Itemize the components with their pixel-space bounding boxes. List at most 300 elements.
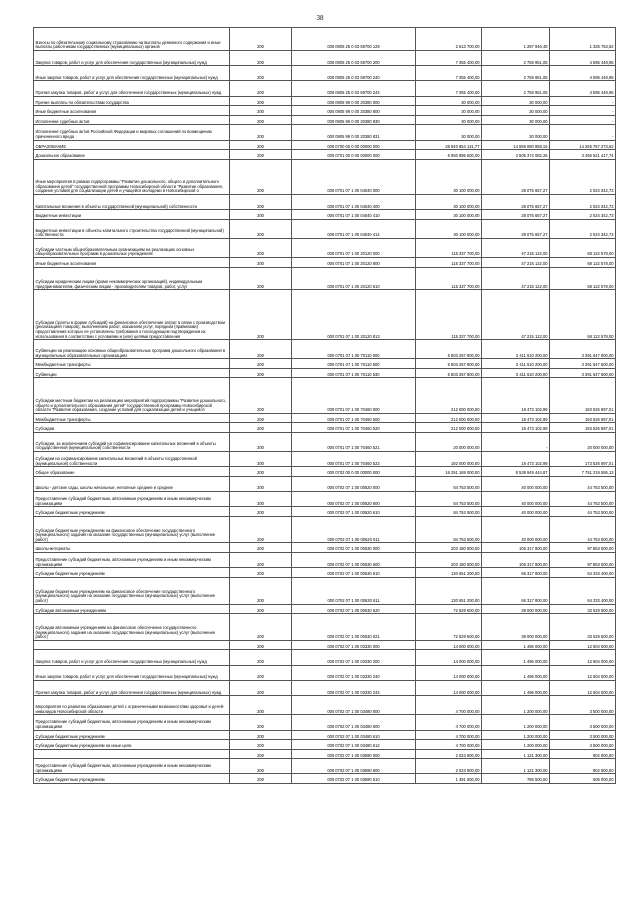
row-approved-amount: 14 000 000,00 bbox=[416, 640, 482, 650]
row-approved-amount: 14 000 000,00 bbox=[416, 665, 482, 680]
row-unexecuted-amount: 97 863 000,00 bbox=[550, 543, 616, 553]
row-unexecuted-amount: 2 024 342,73 bbox=[550, 195, 616, 210]
row-budget-code: 000 0702 07 1 00 03480 600 bbox=[292, 715, 416, 730]
row-executed-amount: 1 496 000,00 bbox=[482, 680, 550, 695]
row-line-code: 200 bbox=[230, 106, 292, 116]
row-executed-amount: 40 000 000,00 bbox=[482, 507, 550, 517]
row-unexecuted-amount: 3 500 000,00 bbox=[550, 696, 616, 715]
row-budget-code: 000 0702 07 1 00 00630 611 bbox=[292, 577, 416, 604]
row-executed-amount: 2 759 951,05 bbox=[482, 81, 550, 96]
row-unexecuted-amount: - bbox=[550, 106, 616, 116]
row-approved-amount: 4 700 000,00 bbox=[416, 730, 482, 740]
row-unexecuted-amount: 14 255 767 273,62 bbox=[550, 140, 616, 150]
row-line-code: 200 bbox=[230, 491, 292, 506]
row-line-code: 200 bbox=[230, 219, 292, 238]
row-executed-amount: 30 000,00 bbox=[482, 106, 550, 116]
row-approved-amount: 4 700 000,00 bbox=[416, 696, 482, 715]
row-unexecuted-amount: 193 526 897,01 bbox=[550, 378, 616, 413]
row-name: Бюджетные инвестиции bbox=[34, 210, 230, 220]
row-line-code: 200 bbox=[230, 774, 292, 784]
table-row bbox=[34, 507, 616, 517]
row-approved-amount: 192 000 000,00 bbox=[416, 451, 482, 466]
row-approved-amount: 7 355 400,00 bbox=[416, 66, 482, 81]
row-approved-amount: 14 000 000,00 bbox=[416, 680, 482, 695]
row-approved-amount: 115 337 700,00 bbox=[416, 290, 482, 340]
row-unexecuted-amount: 3 500 000,00 bbox=[550, 715, 616, 730]
row-budget-code: 000 0701 07 1 00 70110 000 bbox=[292, 340, 416, 359]
row-approved-amount: 6 803 257 800,00 bbox=[416, 368, 482, 378]
table-row bbox=[34, 50, 616, 65]
row-budget-code: 000 0702 07 1 00 00620 611 bbox=[292, 516, 416, 543]
row-approved-amount: 84 753 500,00 bbox=[416, 476, 482, 491]
row-budget-code: 000 0905 99 0 00 20380 831 bbox=[292, 125, 416, 140]
row-executed-amount: 66 317 800,00 bbox=[482, 568, 550, 578]
row-budget-code: 000 0905 99 0 00 20380 000 bbox=[292, 96, 416, 106]
row-line-code: 200 bbox=[230, 125, 292, 140]
row-name: Субсидии бюджетным учреждениям bbox=[34, 730, 230, 740]
row-executed-amount: 3 505 374 082,26 bbox=[482, 150, 550, 160]
table-row bbox=[34, 423, 616, 433]
row-executed-amount: 3 411 610 200,00 bbox=[482, 359, 550, 369]
row-unexecuted-amount: 68 122 578,00 bbox=[550, 238, 616, 257]
row-approved-amount: 2 023 900,00 bbox=[416, 749, 482, 759]
row-executed-amount: 47 215 122,00 bbox=[482, 258, 550, 268]
row-executed-amount: 30 000,00 bbox=[482, 115, 550, 125]
row-line-code: 200 bbox=[230, 238, 292, 257]
table-row bbox=[34, 749, 616, 759]
row-line-code: 200 bbox=[230, 50, 292, 65]
row-budget-code: 000 0905 25 0 03 59700 200 bbox=[292, 50, 416, 65]
row-executed-amount: 105 317 800,00 bbox=[482, 543, 550, 553]
row-executed-amount: 40 000 000,00 bbox=[482, 476, 550, 491]
row-budget-code: 000 0702 07 1 00 03480 000 bbox=[292, 696, 416, 715]
row-unexecuted-amount: 33 529 600,00 bbox=[550, 614, 616, 641]
row-approved-amount: 30 000,00 bbox=[416, 96, 482, 106]
table-row bbox=[34, 359, 616, 369]
row-budget-code: 000 0702 07 1 00 03590 000 bbox=[292, 749, 416, 759]
row-unexecuted-amount: 193 526 897,01 bbox=[550, 423, 616, 433]
row-line-code: 200 bbox=[230, 368, 292, 378]
row-approved-amount: 203 180 800,00 bbox=[416, 543, 482, 553]
row-line-code: 200 bbox=[230, 210, 292, 220]
table-row bbox=[34, 715, 616, 730]
table-row bbox=[34, 96, 616, 106]
row-unexecuted-amount: 4 595 448,95 bbox=[550, 66, 616, 81]
page-number: 38 bbox=[316, 14, 324, 22]
row-name: Субсидии на софинансирование капитальных вложений в объекты государственной (муниципальной) собственности bbox=[34, 451, 230, 466]
row-name: Субсидии юридическим лицам (кроме некоммерческих организаций), индивидуальным предпринимателям, физическим лицам - производителям товаров, работ, услуг bbox=[34, 267, 230, 290]
row-approved-amount: 30 000,00 bbox=[416, 106, 482, 116]
row-executed-amount: 28 075 657,27 bbox=[482, 210, 550, 220]
table-row bbox=[34, 451, 616, 466]
row-budget-code: 000 0702 07 1 00 00630 000 bbox=[292, 543, 416, 553]
table-row bbox=[34, 740, 616, 750]
row-executed-amount: 1 496 000,00 bbox=[482, 640, 550, 650]
row-name bbox=[34, 749, 230, 759]
table-row bbox=[34, 28, 616, 51]
row-unexecuted-amount: 68 122 578,00 bbox=[550, 267, 616, 290]
row-name: Субсидии бюджетным учреждениям bbox=[34, 507, 230, 517]
table-row bbox=[34, 159, 616, 194]
row-name: Иные бюджетные ассигнования bbox=[34, 258, 230, 268]
row-budget-code: 000 0905 99 0 00 20380 800 bbox=[292, 106, 416, 116]
row-line-code: 200 bbox=[230, 604, 292, 614]
row-line-code: 200 bbox=[230, 543, 292, 553]
row-approved-amount: 84 753 500,00 bbox=[416, 516, 482, 543]
row-approved-amount: 6 803 257 800,00 bbox=[416, 359, 482, 369]
row-executed-amount: 2 759 951,05 bbox=[482, 50, 550, 65]
row-line-code: 200 bbox=[230, 267, 292, 290]
row-executed-amount: 8 539 949 444,87 bbox=[482, 467, 550, 477]
row-executed-amount: 39 000 000,00 bbox=[482, 614, 550, 641]
row-unexecuted-amount: 4 595 448,95 bbox=[550, 50, 616, 65]
row-name: Субсидии автономным учреждениям bbox=[34, 604, 230, 614]
table-row bbox=[34, 368, 616, 378]
row-line-code: 200 bbox=[230, 378, 292, 413]
row-unexecuted-amount: - bbox=[550, 125, 616, 140]
row-unexecuted-amount: 902 600,00 bbox=[550, 759, 616, 774]
row-unexecuted-amount: 902 600,00 bbox=[550, 749, 616, 759]
row-approved-amount: 2 613 700,00 bbox=[416, 28, 482, 51]
row-budget-code: 000 0702 07 1 00 03480 610 bbox=[292, 730, 416, 740]
row-executed-amount: 30 000,00 bbox=[482, 96, 550, 106]
row-line-code: 200 bbox=[230, 140, 292, 150]
row-approved-amount: 72 529 600,00 bbox=[416, 614, 482, 641]
row-name: Иные бюджетные ассигнования bbox=[34, 106, 230, 116]
row-line-code: 200 bbox=[230, 359, 292, 369]
row-budget-code: 000 0702 07 1 00 00620 610 bbox=[292, 507, 416, 517]
table-row bbox=[34, 378, 616, 413]
row-line-code: 200 bbox=[230, 507, 292, 517]
row-executed-amount: 1 496 000,00 bbox=[482, 650, 550, 665]
row-executed-amount: 1 200 000,00 bbox=[482, 740, 550, 750]
row-budget-code: 000 0701 00 0 00 00000 000 bbox=[292, 150, 416, 160]
row-approved-amount: 6 803 257 800,00 bbox=[416, 340, 482, 359]
row-approved-amount: 1 391 500,00 bbox=[416, 774, 482, 784]
table-row bbox=[34, 467, 616, 477]
table-row bbox=[34, 210, 616, 220]
row-budget-code: 000 0702 07 1 00 00630 610 bbox=[292, 568, 416, 578]
row-name: Прочая закупка товаров, работ и услуг для обеспечения государственных (муниципальных) нужд bbox=[34, 680, 230, 695]
table-row bbox=[34, 543, 616, 553]
row-line-code: 200 bbox=[230, 614, 292, 641]
row-unexecuted-amount: 64 333 400,00 bbox=[550, 568, 616, 578]
row-unexecuted-amount: 12 504 000,00 bbox=[550, 640, 616, 650]
row-budget-code: 000 0702 07 1 00 03590 610 bbox=[292, 774, 416, 784]
row-line-code: 200 bbox=[230, 740, 292, 750]
row-approved-amount: 130 651 200,00 bbox=[416, 577, 482, 604]
row-unexecuted-amount: 64 333 400,00 bbox=[550, 577, 616, 604]
table-row bbox=[34, 290, 616, 340]
row-name: Исполнение судебных актов Российской Федерации и мировых соглашений по возмещению причиненного вреда bbox=[34, 125, 230, 140]
budget-table-body bbox=[34, 28, 616, 784]
table-row bbox=[34, 604, 616, 614]
row-line-code: 200 bbox=[230, 115, 292, 125]
budget-table bbox=[33, 27, 616, 784]
row-executed-amount: 3 411 610 200,00 bbox=[482, 368, 550, 378]
row-budget-code: 000 0702 07 1 00 00630 621 bbox=[292, 614, 416, 641]
row-name: Субвенции на реализацию основных общеобразовательных программ дошкольного образования в муниципальных образовательных организациях bbox=[34, 340, 230, 359]
row-name: Прочие выплаты по обязательствам государства bbox=[34, 96, 230, 106]
row-executed-amount: 1 496 000,00 bbox=[482, 665, 550, 680]
row-budget-code: 000 0702 07 1 00 03330 200 bbox=[292, 650, 416, 665]
row-line-code: 200 bbox=[230, 568, 292, 578]
row-executed-amount: 39 000 000,00 bbox=[482, 604, 550, 614]
row-budget-code: 000 0702 07 1 00 00620 000 bbox=[292, 476, 416, 491]
row-unexecuted-amount: 3 391 647 600,00 bbox=[550, 368, 616, 378]
row-budget-code: 000 0701 07 1 00 04040 400 bbox=[292, 195, 416, 210]
row-approved-amount: 30 100 000,00 bbox=[416, 195, 482, 210]
row-name: Закупка товаров, работ и услуг для обеспечения государственных (муниципальных) нужд bbox=[34, 50, 230, 65]
row-name: Взносы по обязательному социальному страхованию на выплаты денежного содержания и иные выплаты работникам государственных (муниципальных) органов bbox=[34, 28, 230, 51]
row-name: Мероприятия по развитию образования детей с ограниченными возможностями здоровья и детей-инвалидов Новосибирской области bbox=[34, 696, 230, 715]
row-line-code: 200 bbox=[230, 81, 292, 96]
row-name: Субсидии бюджетным учреждениям bbox=[34, 774, 230, 784]
row-name: Субсидии бюджетным учреждениям на финансовое обеспечение государственного (муниципального) задания на оказание государственных (муниципальных) услуг (выполнение работ) bbox=[34, 577, 230, 604]
row-executed-amount: 1 200 000,00 bbox=[482, 715, 550, 730]
row-name: Дошкольное образование bbox=[34, 150, 230, 160]
table-row bbox=[34, 150, 616, 160]
row-name: Субсидии бюджетным учреждениям на финансовое обеспечение государственного (муниципального) задания на оказание государственных (муниципальных) услуг (выполнение работ) bbox=[34, 516, 230, 543]
row-budget-code: 000 0702 00 0 00 00000 000 bbox=[292, 467, 416, 477]
row-line-code: 200 bbox=[230, 516, 292, 543]
row-unexecuted-amount: 173 526 897,01 bbox=[550, 451, 616, 466]
row-name: Предоставление субсидий бюджетным, автономным учреждениям и иным некоммерческим организациям bbox=[34, 715, 230, 730]
row-budget-code: 000 0702 07 1 00 00630 600 bbox=[292, 553, 416, 568]
row-name: Межбюджетные трансферты bbox=[34, 359, 230, 369]
row-budget-code: 000 0701 07 1 00 04040 414 bbox=[292, 219, 416, 238]
row-budget-code: 000 0905 25 0 03 59700 129 bbox=[292, 28, 416, 51]
row-approved-amount: 30 100 000,00 bbox=[416, 159, 482, 194]
row-executed-amount: 47 215 122,00 bbox=[482, 238, 550, 257]
table-row bbox=[34, 730, 616, 740]
row-line-code: 200 bbox=[230, 28, 292, 51]
row-unexecuted-amount: 12 504 000,00 bbox=[550, 665, 616, 680]
row-line-code: 200 bbox=[230, 467, 292, 477]
row-name: ОБРАЗОВАНИЕ bbox=[34, 140, 230, 150]
row-executed-amount: 66 317 800,00 bbox=[482, 577, 550, 604]
table-row bbox=[34, 553, 616, 568]
row-budget-code: 000 0701 07 1 00 70460 000 bbox=[292, 378, 416, 413]
table-row bbox=[34, 125, 616, 140]
row-budget-code: 000 0701 07 1 00 70460 520 bbox=[292, 423, 416, 433]
row-line-code: 200 bbox=[230, 553, 292, 568]
row-name: Субсидии местным бюджетам на реализацию мероприятий подпрограммы "Развитие дошкольного, общего и дополнительного образования детей" государственной программы Новосибирской области "Развитие образования, создание условий для социализации детей и учащейся bbox=[34, 378, 230, 413]
row-approved-amount: 30 100 000,00 bbox=[416, 219, 482, 238]
row-executed-amount: 47 215 122,00 bbox=[482, 267, 550, 290]
row-approved-amount: 4 700 000,00 bbox=[416, 740, 482, 750]
row-unexecuted-amount: 3 391 647 600,00 bbox=[550, 340, 616, 359]
row-unexecuted-amount: 97 863 000,00 bbox=[550, 553, 616, 568]
row-approved-amount: 115 337 700,00 bbox=[416, 238, 482, 257]
row-executed-amount: 28 075 657,27 bbox=[482, 195, 550, 210]
row-approved-amount: 28 840 854 131,77 bbox=[416, 140, 482, 150]
row-executed-amount: 40 000 000,00 bbox=[482, 491, 550, 506]
row-name: Иные закупки товаров, работ и услуг для обеспечения государственных (муниципальных) нужд bbox=[34, 66, 230, 81]
table-row bbox=[34, 219, 616, 238]
row-executed-amount: 18 473 102,99 bbox=[482, 413, 550, 423]
table-row bbox=[34, 774, 616, 784]
row-unexecuted-amount: 4 595 448,95 bbox=[550, 81, 616, 96]
row-line-code: 200 bbox=[230, 96, 292, 106]
row-executed-amount: 47 215 122,00 bbox=[482, 290, 550, 340]
row-executed-amount: 1 287 946,48 bbox=[482, 28, 550, 51]
row-line-code: 200 bbox=[230, 680, 292, 695]
row-budget-code: 000 0702 07 1 00 03330 244 bbox=[292, 680, 416, 695]
table-row bbox=[34, 115, 616, 125]
table-row bbox=[34, 432, 616, 451]
row-unexecuted-amount: 2 024 342,73 bbox=[550, 219, 616, 238]
table-row bbox=[34, 640, 616, 650]
row-approved-amount: 2 023 900,00 bbox=[416, 759, 482, 774]
row-approved-amount: 14 000 000,00 bbox=[416, 650, 482, 665]
row-budget-code: 000 0701 07 1 00 70460 500 bbox=[292, 413, 416, 423]
row-approved-amount: 30 100 000,00 bbox=[416, 210, 482, 220]
table-row bbox=[34, 140, 616, 150]
table-row bbox=[34, 759, 616, 774]
row-budget-code: 000 0905 25 0 03 59700 244 bbox=[292, 81, 416, 96]
row-line-code: 200 bbox=[230, 476, 292, 491]
row-budget-code: 000 0702 07 1 00 03590 600 bbox=[292, 759, 416, 774]
row-line-code: 200 bbox=[230, 665, 292, 680]
row-executed-amount: 18 473 102,99 bbox=[482, 378, 550, 413]
row-line-code: 200 bbox=[230, 730, 292, 740]
table-row bbox=[34, 66, 616, 81]
row-budget-code: 000 0702 07 1 00 03480 612 bbox=[292, 740, 416, 750]
row-unexecuted-amount: 3 500 000,00 bbox=[550, 740, 616, 750]
row-budget-code: 000 0701 07 1 00 70460 522 bbox=[292, 451, 416, 466]
row-unexecuted-amount: 44 753 500,00 bbox=[550, 507, 616, 517]
row-name bbox=[34, 640, 230, 650]
row-unexecuted-amount: 2 024 342,73 bbox=[550, 210, 616, 220]
table-row bbox=[34, 491, 616, 506]
row-executed-amount: 30 000,00 bbox=[482, 125, 550, 140]
row-budget-code: 000 0701 07 1 00 70460 521 bbox=[292, 432, 416, 451]
row-line-code: 200 bbox=[230, 650, 292, 665]
row-line-code: 200 bbox=[230, 66, 292, 81]
row-budget-code: 000 0702 07 1 00 03330 000 bbox=[292, 640, 416, 650]
row-budget-code: 000 0905 99 0 00 20380 830 bbox=[292, 115, 416, 125]
row-budget-code: 000 0702 07 1 00 00620 600 bbox=[292, 491, 416, 506]
row-line-code: 200 bbox=[230, 451, 292, 466]
row-executed-amount: 18 473 102,99 bbox=[482, 451, 550, 466]
row-budget-code: 000 0702 07 1 00 03330 240 bbox=[292, 665, 416, 680]
row-unexecuted-amount: 3 391 647 600,00 bbox=[550, 359, 616, 369]
table-row bbox=[34, 516, 616, 543]
table-row bbox=[34, 413, 616, 423]
table-row bbox=[34, 577, 616, 604]
table-row bbox=[34, 568, 616, 578]
row-approved-amount: 115 337 700,00 bbox=[416, 267, 482, 290]
row-approved-amount: 72 529 600,00 bbox=[416, 604, 482, 614]
row-approved-amount: 7 355 400,00 bbox=[416, 81, 482, 96]
row-name: Субсидии автономным учреждениям на финансовое обеспечение государственного (муниципального) задания на оказание государственных (муниципальных) услуг (выполнение работ) bbox=[34, 614, 230, 641]
row-name: Предоставление субсидий бюджетным, автономным учреждениям и иным некоммерческим организациям bbox=[34, 553, 230, 568]
row-executed-amount: 1 200 000,00 bbox=[482, 730, 550, 740]
row-unexecuted-amount: 68 122 578,00 bbox=[550, 258, 616, 268]
row-line-code: 200 bbox=[230, 696, 292, 715]
row-line-code: 200 bbox=[230, 432, 292, 451]
row-name: Субсидии (гранты в форме субсидий) на финансовое обеспечение затрат в связи с производством (реализацией товаров), выполнением работ, оказанием услуг, порядком (правилами) предоставления которых не установлены требования о последующем подтверждении их использования в соответствии с условиями и (или) целями предоставления bbox=[34, 290, 230, 340]
row-budget-code: 000 0701 07 1 00 20120 800 bbox=[292, 258, 416, 268]
row-line-code: 200 bbox=[230, 150, 292, 160]
row-budget-code: 000 0701 07 1 00 70110 500 bbox=[292, 359, 416, 369]
row-name: Иные закупки товаров, работ и услуг для обеспечения государственных (муниципальных) нужд bbox=[34, 665, 230, 680]
row-approved-amount: 16 291 169 000,00 bbox=[416, 467, 482, 477]
row-line-code: 200 bbox=[230, 749, 292, 759]
row-unexecuted-amount: 12 504 000,00 bbox=[550, 680, 616, 695]
row-name: Субсидии бюджетным учреждениям bbox=[34, 568, 230, 578]
row-line-code: 200 bbox=[230, 577, 292, 604]
row-approved-amount: 203 180 800,00 bbox=[416, 553, 482, 568]
row-name: Школы - детские сады, школы начальные, неполные средние и средние bbox=[34, 476, 230, 491]
row-approved-amount: 6 950 895 500,00 bbox=[416, 150, 482, 160]
row-approved-amount: 212 000 000,00 bbox=[416, 413, 482, 423]
row-name: Капитальные вложения в объекты государственной (муниципальной) собственности bbox=[34, 195, 230, 210]
row-name: Предоставление субсидий бюджетным, автономным учреждениям и иным некоммерческим организациям bbox=[34, 759, 230, 774]
table-row bbox=[34, 696, 616, 715]
row-name: Субсидии bbox=[34, 423, 230, 433]
row-name: Субсидии, за исключением субсидий на софинансирование капитальных вложений в объекты государственной (муниципальной) собственности bbox=[34, 432, 230, 451]
row-budget-code: 000 0702 07 1 00 00630 620 bbox=[292, 604, 416, 614]
row-name: Бюджетные инвестиции в объекты капитального строительства государственной (муниципальной) собственности bbox=[34, 219, 230, 238]
table-row bbox=[34, 665, 616, 680]
row-executed-amount: 1 200 000,00 bbox=[482, 696, 550, 715]
row-approved-amount: 20 000 000,00 bbox=[416, 432, 482, 451]
row-name: Закупка товаров, работ и услуг для обеспечения государственных (муниципальных) нужд bbox=[34, 650, 230, 665]
row-approved-amount: 130 651 200,00 bbox=[416, 568, 482, 578]
row-executed-amount: 786 500,00 bbox=[482, 774, 550, 784]
table-row bbox=[34, 340, 616, 359]
row-unexecuted-amount: 12 504 000,00 bbox=[550, 650, 616, 665]
row-name: Общее образование bbox=[34, 467, 230, 477]
row-executed-amount: 105 317 800,00 bbox=[482, 553, 550, 568]
row-name: Предоставление субсидий бюджетным, автономным учреждениям и иным некоммерческим организациям bbox=[34, 491, 230, 506]
row-budget-code: 000 0700 00 0 00 00000 000 bbox=[292, 140, 416, 150]
row-executed-amount: 28 075 657,27 bbox=[482, 159, 550, 194]
table-row bbox=[34, 267, 616, 290]
row-line-code: 200 bbox=[230, 258, 292, 268]
row-name: Иные мероприятия в рамках подпрограммы "Развитие дошкольного, общего и дополнительного образования детей" государственной программы Новосибирской области "Развитие образования, создание условий для социализации детей и учащейся молодежи в Новосибирской о bbox=[34, 159, 230, 194]
row-unexecuted-amount: 2 024 342,73 bbox=[550, 159, 616, 194]
row-line-code: 200 bbox=[230, 413, 292, 423]
row-executed-amount: 14 595 080 858,15 bbox=[482, 140, 550, 150]
row-unexecuted-amount: 44 753 500,00 bbox=[550, 516, 616, 543]
row-budget-code: 000 0701 07 1 00 04040 000 bbox=[292, 159, 416, 194]
row-line-code: 200 bbox=[230, 423, 292, 433]
row-line-code: 200 bbox=[230, 195, 292, 210]
row-approved-amount: 212 000 000,00 bbox=[416, 378, 482, 413]
row-budget-code: 000 0701 07 1 00 70110 530 bbox=[292, 368, 416, 378]
row-unexecuted-amount: 3 455 521 417,74 bbox=[550, 150, 616, 160]
row-executed-amount: 18 473 102,99 bbox=[482, 423, 550, 433]
row-executed-amount: 1 121 300,00 bbox=[482, 759, 550, 774]
row-approved-amount: 84 753 500,00 bbox=[416, 491, 482, 506]
row-approved-amount: 84 753 500,00 bbox=[416, 507, 482, 517]
table-row bbox=[34, 476, 616, 491]
row-name: Прочая закупка товаров, работ и услуг для обеспечения государственных (муниципальных) нужд bbox=[34, 81, 230, 96]
row-unexecuted-amount: - bbox=[550, 115, 616, 125]
row-approved-amount: 4 700 000,00 bbox=[416, 715, 482, 730]
table-row bbox=[34, 195, 616, 210]
row-executed-amount: - bbox=[482, 432, 550, 451]
row-executed-amount: 3 411 610 200,00 bbox=[482, 340, 550, 359]
row-executed-amount: 40 000 000,00 bbox=[482, 516, 550, 543]
row-line-code: 200 bbox=[230, 159, 292, 194]
row-unexecuted-amount: 20 000 000,00 bbox=[550, 432, 616, 451]
row-unexecuted-amount: - bbox=[550, 96, 616, 106]
row-unexecuted-amount: 193 526 897,01 bbox=[550, 413, 616, 423]
